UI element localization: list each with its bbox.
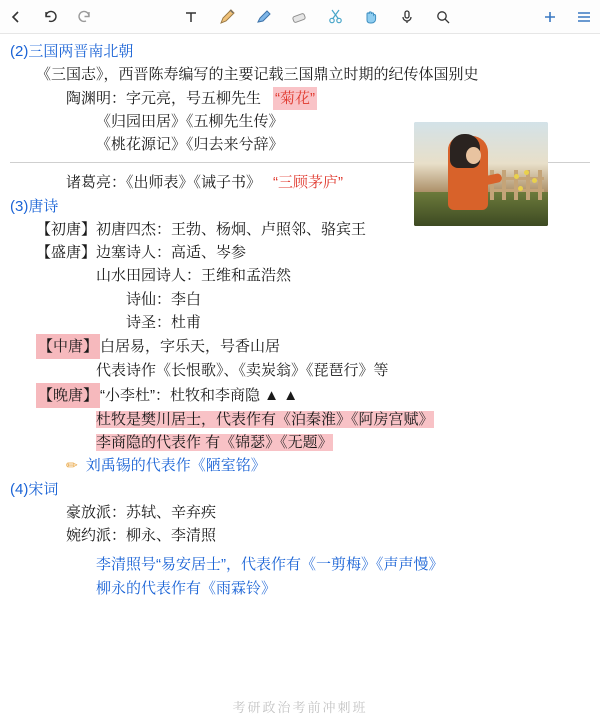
- note-line-tag: 【初唐】: [36, 220, 97, 238]
- section-heading-4: [10, 478, 590, 501]
- note-line-text: 杜牧是樊川居士，代表作有《泊秦淮》《阿房宫赋》: [96, 410, 434, 428]
- woman-at-fence-illustration: [414, 122, 548, 226]
- note-line: [10, 288, 590, 311]
- watermark: 考研政治考前冲刺班: [232, 700, 368, 715]
- note-line: [10, 63, 590, 86]
- note-line-text: 诗仙：李白: [126, 290, 202, 308]
- note-line: [10, 359, 590, 382]
- eraser-icon[interactable]: [289, 7, 309, 27]
- note-line: [10, 524, 590, 547]
- chevron-left-icon[interactable]: [6, 7, 26, 27]
- note-line-tag: 【盛唐】: [36, 244, 97, 261]
- pen-icon[interactable]: [217, 7, 237, 27]
- note-line-text: 刘禹锡的代表作《陋室铭》: [85, 457, 266, 475]
- note-line-text: 豪放派：苏轼、辛弃疾: [66, 503, 217, 521]
- note-line: [10, 311, 590, 334]
- note-line-highlight-text: “菊花”: [273, 87, 317, 110]
- note-line-text: 代表诗作《长恨歌》、《卖炭翁》《琵琶行》等: [96, 362, 389, 380]
- note-line-tag: 【中唐】: [36, 334, 100, 359]
- editor-toolbar: [0, 0, 600, 34]
- note-line-text: 白居易，字乐天，号香山居: [100, 338, 281, 355]
- note-line-text: 诸葛亮：《出师表》《诫子书》: [66, 174, 262, 192]
- note-line-text: 《桃花源记》《归去来兮辞》: [96, 136, 284, 153]
- toolbar-left-group: [6, 7, 94, 27]
- note-line: [10, 501, 590, 524]
- note-line-tag: 【晚唐】: [36, 383, 100, 408]
- pen-marker-icon: ✏: [66, 457, 78, 474]
- section-heading-2: [10, 40, 590, 63]
- zoom-icon[interactable]: [433, 7, 453, 27]
- note-line-text: 《归园田居》《五柳先生传》: [96, 112, 284, 130]
- note-line-text: 《三国志》，西晋陈寿编写的主要记载三国鼎立时期的纪传体国别史: [36, 66, 479, 84]
- note-line: [10, 553, 590, 576]
- note-line-text: 诗圣：杜甫: [126, 313, 202, 331]
- hand-tool-icon[interactable]: [361, 7, 381, 27]
- microphone-icon[interactable]: [397, 7, 417, 27]
- note-canvas[interactable]: [0, 34, 600, 720]
- section-heading-2-text: (2)三国两晋南北朝: [10, 43, 134, 60]
- note-line: [10, 454, 590, 477]
- note-line: [10, 264, 590, 287]
- note-line-text: 柳永的代表作有《雨霖铃》: [96, 579, 277, 597]
- note-line: [10, 577, 590, 600]
- redo-icon[interactable]: [74, 7, 94, 27]
- note-line-text: 初唐四杰：王勃、杨炯、卢照邻、骆宾王: [96, 220, 367, 238]
- toolbar-right-group: [540, 7, 594, 27]
- note-line: [10, 408, 590, 431]
- note-line-text: 婉约派：柳永、李清照: [66, 527, 217, 544]
- text-tool-icon[interactable]: [181, 7, 201, 27]
- note-line-text: “小李杜”：杜牧和李商隐 ▲ ▲: [100, 386, 299, 404]
- note-line: [10, 334, 590, 359]
- note-line: [10, 383, 590, 408]
- note-line-text: 山水田园诗人：王维和孟浩然: [96, 267, 292, 285]
- note-line: [10, 87, 590, 110]
- note-line-text: 陶渊明：字元亮，号五柳先生: [66, 89, 262, 107]
- note-line-text: 李商隐的代表作 有《锦瑟》《无题》: [96, 434, 333, 451]
- scissors-icon[interactable]: [325, 7, 345, 27]
- note-line-text: 李清照号“易安居士”，代表作有《一剪梅》《声声慢》: [96, 556, 444, 574]
- toolbar-tools-group: [94, 7, 540, 27]
- hamburger-menu-icon[interactable]: [574, 7, 594, 27]
- note-line-text: 边塞诗人：高适、岑参: [96, 244, 247, 261]
- section-heading-3-text: (3)唐诗: [10, 197, 59, 215]
- section-heading-4-text: (4)宋词: [10, 480, 59, 498]
- note-line: [10, 431, 590, 454]
- note-line: [10, 241, 590, 264]
- plus-icon[interactable]: [540, 7, 560, 27]
- note-line-emphasis-text: “三顾茅庐”: [273, 174, 344, 192]
- undo-icon[interactable]: [40, 7, 60, 27]
- marker-icon[interactable]: [253, 7, 273, 27]
